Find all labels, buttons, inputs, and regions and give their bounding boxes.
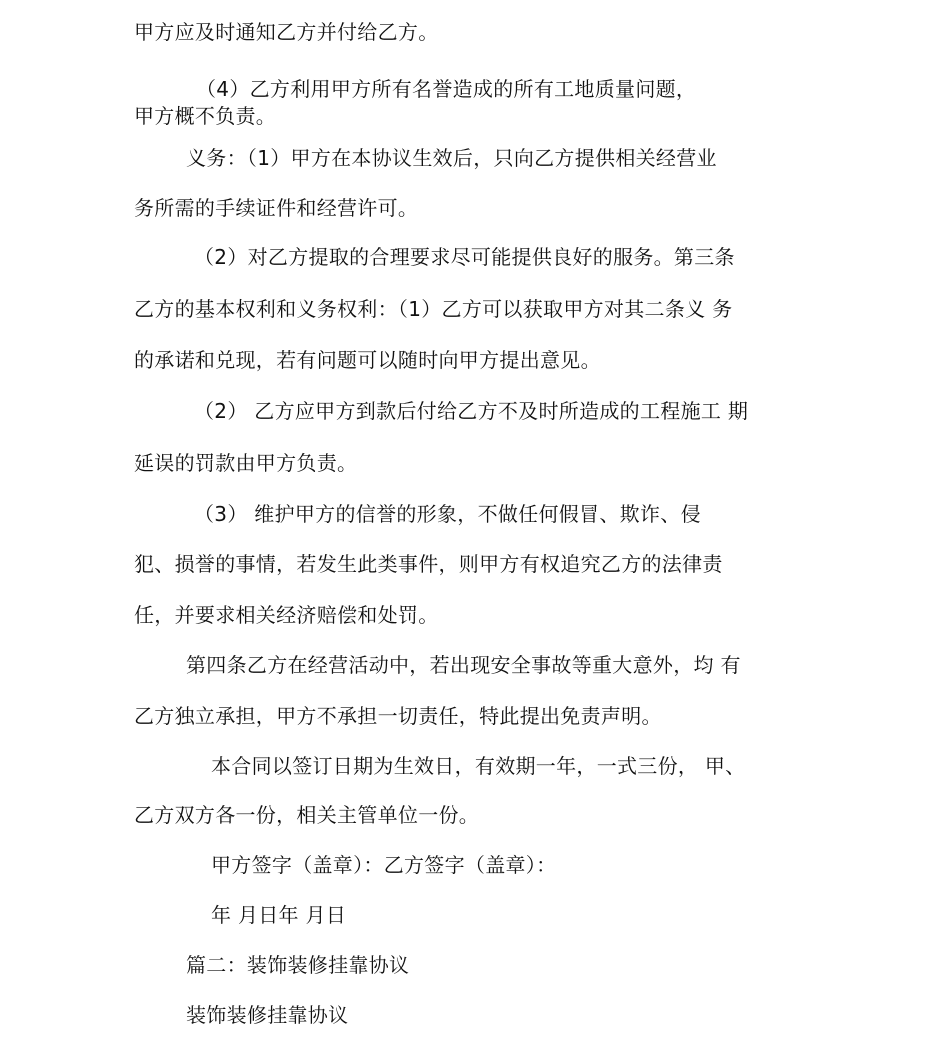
text-line-7: 乙方的基本权利和义务权利：（1）乙方可以获取甲方对其二条义 务 <box>134 297 733 321</box>
text-line-8: 的承诺和兑现，若有问题可以随时向甲方提出意见。 <box>134 348 601 372</box>
text-line-6: （2）对乙方提取的合理要求尽可能提供良好的服务。第三条 <box>194 245 735 269</box>
text-line-4: 义务：（1）甲方在本协议生效后，只向乙方提供相关经营业 <box>186 146 717 170</box>
text-line-16: 本合同以签订日期为生效日，有效期一年，一式三份， 甲、 <box>211 754 746 778</box>
text-line-11: （3） 维护甲方的信誉的形象，不做任何假冒、欺诈、侵 <box>194 502 701 526</box>
text-line-13: 任，并要求相关经济赔偿和处罚。 <box>134 603 439 627</box>
date-line: 年 月日年 月日 <box>211 903 347 927</box>
text-line-3: 甲方概不负责。 <box>134 104 277 128</box>
text-line-2: （4）乙方利用甲方所有名誉造成的所有工地质量问题， <box>196 77 697 101</box>
agreement-title: 装饰装修挂靠协议 <box>186 1003 349 1027</box>
text-line-14: 第四条乙方在经营活动中，若出现安全事故等重大意外，均 有 <box>186 653 741 677</box>
text-line-5: 务所需的手续证件和经营许可。 <box>134 196 419 220</box>
text-line-17: 乙方双方各一份，相关主管单位一份。 <box>134 803 480 827</box>
text-line-10: 延误的罚款由甲方负责。 <box>134 451 358 475</box>
signature-line: 甲方签字（盖章）：乙方签字（盖章）： <box>211 853 557 877</box>
text-line-1: 甲方应及时通知乙方并付给乙方。 <box>134 20 439 44</box>
text-line-15: 乙方独立承担，甲方不承担一切责任，特此提出免责声明。 <box>134 704 662 728</box>
text-line-12: 犯、损誉的事情，若发生此类事件，则甲方有权追究乙方的法律责 <box>134 552 723 576</box>
section-heading: 篇二：装饰装修挂靠协议 <box>186 953 410 977</box>
text-line-9: （2） 乙方应甲方到款后付给乙方不及时所造成的工程施工 期 <box>194 399 749 423</box>
